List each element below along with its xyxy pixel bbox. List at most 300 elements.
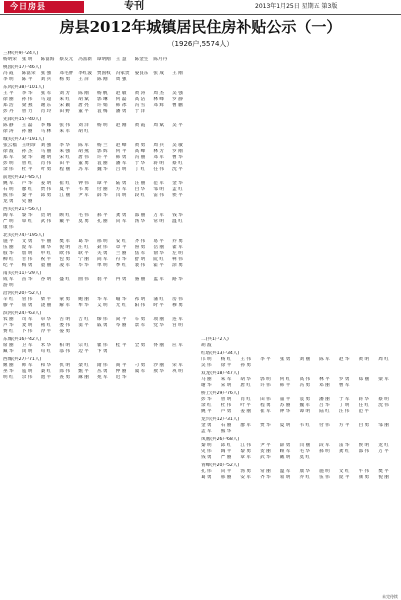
- recipient-name: 柏 明: [59, 343, 71, 348]
- recipient-name: 敖 华: [153, 369, 165, 374]
- recipient-name: 明 红: [3, 375, 14, 380]
- recipient-name: 江 丽: [59, 193, 71, 198]
- recipient-name: 常 丽: [260, 469, 271, 474]
- recipient-name: 段 军: [319, 443, 330, 448]
- header-rule: [0, 14, 401, 15]
- recipient-name: 金 勇: [201, 423, 212, 428]
- recipient-name: 杨 勇: [59, 77, 71, 82]
- recipient-name: 祁 明: [134, 297, 146, 302]
- recipient-name: 冯富新: [78, 57, 92, 62]
- recipient-name: 林 芳: [153, 149, 165, 154]
- recipient-name: 毛 华: [299, 449, 311, 454]
- recipient-name: 葛 华: [78, 239, 89, 244]
- recipient-name: 刁 勇: [134, 363, 146, 368]
- recipient-name: 蒋 华: [358, 397, 370, 402]
- recipient-name: 晏 勇: [59, 329, 71, 334]
- recipient-name: 张 成: [153, 71, 165, 76]
- recipient-name: 栾 红: [78, 363, 89, 368]
- recipient-name: 许 伟: [260, 383, 271, 388]
- recipient-name: 熊 伟: [3, 193, 14, 198]
- recipient-name: 谢 华: [201, 383, 212, 388]
- recipient-name: 朱 强: [59, 149, 71, 154]
- recipient-name: 向 平: [220, 469, 232, 474]
- recipient-name: 郎 伟: [59, 369, 71, 374]
- recipient-name: 于 军: [338, 397, 350, 402]
- recipient-name: 姜 丽: [240, 409, 252, 414]
- recipient-name: 葛 勇: [201, 475, 212, 480]
- recipient-name: 秦 明: [201, 443, 212, 448]
- recipient-name: 赵 敏: [115, 91, 127, 96]
- recipient-name: 颜 华: [40, 245, 52, 250]
- recipient-name: 朱 军: [220, 377, 232, 382]
- recipient-name: 岳 丽: [153, 245, 165, 250]
- recipient-name: 谭 明: [299, 409, 311, 414]
- recipient-name: 杨 兰: [96, 143, 108, 148]
- recipient-name: 任 伟: [153, 167, 165, 172]
- recipient-name: 戴 明: [279, 455, 291, 460]
- recipient-name: 周 斌: [153, 123, 165, 128]
- recipient-name: 岑 丽: [115, 323, 127, 328]
- community-heading: 桃园(共17户46人): [3, 65, 42, 70]
- community-section: [3, 337, 191, 355]
- recipient-name: 安 红: [115, 239, 127, 244]
- recipient-name: 庞 军: [21, 245, 33, 250]
- recipient-name: 尹 军: [78, 193, 89, 198]
- recipient-name: 钱 华: [172, 213, 183, 218]
- recipient-name: 盛 红: [59, 277, 71, 282]
- name-list: [3, 239, 191, 269]
- community-heading: 西城(共27户71人): [3, 357, 42, 362]
- recipient-name: 张 伟: [59, 123, 71, 128]
- recipient-name: 吴 强: [172, 91, 183, 96]
- community-section: [3, 51, 191, 63]
- community-heading: 凤凰(共26户68人): [201, 437, 240, 442]
- recipient-name: 韩 勇: [115, 155, 127, 160]
- recipient-name: 白 华: [134, 187, 146, 192]
- recipient-name: 吉 红: [78, 317, 89, 322]
- recipient-name: 马 丽: [201, 377, 212, 382]
- recipient-name: 彭 丹: [3, 109, 14, 114]
- recipient-name: 汤 华: [134, 219, 146, 224]
- recipient-name: 连 军: [172, 317, 183, 322]
- recipient-name: 唐 红: [240, 383, 252, 388]
- recipient-name: 仇 明: [59, 363, 71, 368]
- recipient-name: 全 勇: [134, 343, 146, 348]
- recipient-name: 张 军: [40, 91, 52, 96]
- recipient-name: 符 华: [115, 257, 127, 262]
- community-section: [3, 117, 191, 135]
- recipient-name: 聂 伟: [96, 245, 108, 250]
- recipient-name: 许 平: [96, 155, 108, 160]
- recipient-name: 鲁 勇: [134, 245, 146, 250]
- recipient-name: 顾 军: [279, 449, 291, 454]
- recipient-name: 龚 红: [338, 449, 350, 454]
- recipient-name: 吴 伟: [201, 363, 212, 368]
- recipient-name: 黄 勇: [134, 143, 146, 148]
- recipient-name: 戚 勇: [96, 323, 108, 328]
- recipient-name: 娄 伟: [59, 323, 71, 328]
- community-section: [201, 371, 398, 389]
- recipient-name: 甄 平: [78, 369, 89, 374]
- recipient-name: 龙 红: [378, 443, 389, 448]
- recipient-name: 庄 红: [78, 245, 89, 250]
- recipient-name: 巩 明: [172, 369, 183, 374]
- recipient-name: 雷 伟: [153, 193, 165, 198]
- recipient-name: 马 超: [40, 97, 52, 102]
- name-list: [3, 123, 191, 135]
- recipient-name: 邝 明: [201, 357, 212, 362]
- recipient-name: 王 伟: [240, 357, 252, 362]
- community-heading: 沿河(共20户52人): [3, 291, 42, 296]
- recipient-name: 樊 军: [59, 239, 71, 244]
- recipient-name: 陈 刚: [78, 91, 89, 96]
- recipient-name: 张 强: [40, 71, 52, 76]
- recipient-name: 曾 红: [21, 161, 33, 166]
- recipient-name: 龚 勇: [115, 213, 127, 218]
- recipient-name: 潘 勇: [115, 109, 127, 114]
- recipient-name: 苏 丽: [279, 403, 291, 408]
- recipient-name: 林 平: [319, 377, 330, 382]
- recipient-name: 石 明: [3, 187, 14, 192]
- recipient-name: 严 明: [3, 219, 14, 224]
- recipient-name: 黄 涛: [134, 91, 146, 96]
- recipient-name: 罗 刚: [172, 149, 183, 154]
- recipient-name: 阮 红: [153, 257, 165, 262]
- recipient-name: 杜 平: [21, 167, 33, 172]
- recipient-name: 潘 军: [115, 161, 127, 166]
- recipient-name: 翟 军: [172, 245, 183, 250]
- recipient-name: 马 林: [40, 129, 52, 134]
- recipient-name: 费 红: [3, 329, 14, 334]
- recipient-name: 黄 霞: [134, 123, 146, 128]
- page-subtitle: （1926户,5574人）: [167, 40, 234, 48]
- recipient-name: 滕 平: [3, 303, 14, 308]
- recipient-name: 申 红: [40, 251, 52, 256]
- recipient-name: 甘 伟: [21, 257, 33, 262]
- recipient-name: 程 丽: [59, 167, 71, 172]
- recipient-name: 包 勇: [59, 257, 71, 262]
- recipient-name: 何 磊: [115, 97, 127, 102]
- recipient-name: 宋 颖: [59, 103, 71, 108]
- recipient-name: 龙 勇: [3, 199, 14, 204]
- recipient-name: 冯 勇: [299, 383, 311, 388]
- community-heading: 龙兴(共12户31人): [201, 417, 240, 422]
- recipient-name: 宋 明: [220, 383, 232, 388]
- recipient-name: 和 华: [40, 363, 52, 368]
- recipient-name: 贺 丽: [260, 449, 271, 454]
- recipient-name: 杨 红: [220, 357, 232, 362]
- recipient-name: 沈 平: [172, 167, 183, 172]
- recipient-name: 胡 燕: [78, 149, 89, 154]
- recipient-name: 肖 红: [240, 397, 252, 402]
- recipient-name: 田 野: [59, 109, 71, 114]
- recipient-name: 景 军: [134, 323, 146, 328]
- notice-body: [3, 51, 398, 594]
- recipient-name: 丁 明: [338, 403, 350, 408]
- recipient-name: 舒 明: [134, 257, 146, 262]
- community-heading: 滨河(共24户63人): [3, 311, 42, 316]
- recipient-name: 田 平: [59, 161, 71, 166]
- recipient-name: 裴 伟: [134, 263, 146, 268]
- recipient-name: 屈 勇: [21, 303, 33, 308]
- recipient-name: 段 红: [134, 193, 146, 198]
- recipient-name: 魏 军: [299, 403, 311, 408]
- recipient-name: 商 平: [115, 363, 127, 368]
- community-section: [201, 337, 398, 349]
- issue-info: 2013年1月25日 星期五 第3版: [255, 3, 338, 10]
- recipient-name: 叶 勇: [40, 167, 52, 172]
- recipient-name: 邬 伟: [59, 349, 71, 354]
- recipient-name: 罗 勇: [338, 377, 350, 382]
- recipient-name: 黄 明: [358, 357, 370, 362]
- recipient-name: 高 伟: [299, 377, 311, 382]
- recipient-name: 韦 勇: [78, 187, 89, 192]
- recipient-name: 李红波: [78, 71, 92, 76]
- recipient-name: 彭 华: [201, 397, 212, 402]
- community-section: [3, 271, 191, 289]
- recipient-name: 向 军: [115, 219, 127, 224]
- recipient-name: 梁 燕: [21, 103, 33, 108]
- recipient-name: 米 华: [40, 343, 52, 348]
- recipient-name: 冯家贵: [115, 71, 130, 76]
- recipient-name: 郝 明: [319, 449, 330, 454]
- recipient-name: 简 平: [115, 317, 127, 322]
- recipient-name: 钱 勇: [201, 455, 212, 460]
- recipient-name: 李 明: [3, 77, 14, 82]
- recipient-name: 丁 红: [134, 167, 146, 172]
- recipient-name: 寇 明: [21, 369, 33, 374]
- recipient-name: 熊 华: [220, 429, 232, 434]
- recipient-name: 项 丽: [153, 317, 165, 322]
- recipient-name: 柯 伟: [172, 257, 183, 262]
- recipient-name: 蔡 红: [172, 161, 183, 166]
- recipient-name: 霍 平: [153, 263, 165, 268]
- recipient-name: 季 红: [115, 263, 127, 268]
- recipient-name: 师 军: [21, 363, 33, 368]
- recipient-name: 胡 华: [240, 377, 252, 382]
- recipient-name: 耿 平: [78, 251, 89, 256]
- recipient-name: 黎 勇: [240, 449, 252, 454]
- recipient-name: 伍 丽: [3, 245, 14, 250]
- recipient-name: 曹 华: [172, 155, 183, 160]
- recipient-name: 董 平: [78, 109, 89, 114]
- recipient-name: 华 军: [96, 297, 108, 302]
- recipient-name: 宋 红: [59, 155, 71, 160]
- recipient-name: 郑 浩: [3, 103, 14, 108]
- recipient-name: 孔 伟: [201, 469, 212, 474]
- recipient-name: 蒋 明: [153, 161, 165, 166]
- recipient-name: 汤 勇: [240, 469, 252, 474]
- name-list: [201, 343, 398, 349]
- recipient-name: 王 刚: [172, 71, 183, 76]
- recipient-name: 查 勇: [59, 375, 71, 380]
- recipient-name: 谭明刚: [96, 57, 111, 62]
- recipient-name: 缪 伟: [96, 317, 108, 322]
- recipient-name: 虞 军: [134, 369, 146, 374]
- recipient-name: 钟 华: [279, 409, 291, 414]
- recipient-name: 潘 丽: [319, 397, 330, 402]
- recipient-name: 刘 兵: [40, 77, 52, 82]
- recipient-name: 崔 红: [59, 181, 71, 186]
- recipient-name: 冯 丽: [134, 155, 146, 160]
- recipient-name: 杨 帆: [96, 91, 108, 96]
- recipient-name: 廖 红: [21, 187, 33, 192]
- recipient-name: 冯 雪: [134, 103, 146, 108]
- recipient-name: 武 伟: [40, 219, 52, 224]
- community-section: [3, 137, 191, 173]
- recipient-name: 凌 军: [59, 263, 71, 268]
- recipient-name: 房 伟: [172, 297, 183, 302]
- recipient-name: 方 军: [115, 187, 127, 192]
- name-list: [3, 317, 191, 335]
- recipient-name: 付 伟: [319, 423, 330, 428]
- recipient-name: 朱 军: [59, 129, 71, 134]
- recipient-name: 孔 丽: [96, 219, 108, 224]
- recipient-name: 冯 霞: [3, 71, 14, 76]
- recipient-name: 邓 丽: [319, 383, 330, 388]
- recipient-name: 安 军: [240, 475, 252, 480]
- recipient-name: 曾 明: [220, 397, 232, 402]
- recipient-name: 邵 伟: [358, 449, 370, 454]
- recipient-name: 万 军: [153, 213, 165, 218]
- community-heading: 三林(共9户24人): [3, 51, 39, 56]
- recipient-name: 单 明: [96, 263, 108, 268]
- recipient-name: 汪 丽: [134, 181, 146, 186]
- recipient-name: 温 军: [279, 469, 291, 474]
- recipient-name: 王明珍: [21, 143, 36, 148]
- recipient-name: 沙 丽: [153, 363, 165, 368]
- community-section: [201, 351, 398, 369]
- recipient-name: 褚 红: [40, 323, 52, 328]
- recipient-name: 管 伟: [21, 297, 33, 302]
- recipient-name: 田 伟: [260, 397, 271, 402]
- recipient-name: 康 华: [299, 469, 311, 474]
- recipient-name: 严 丽: [220, 455, 232, 460]
- recipient-name: 苟 红: [40, 349, 52, 354]
- page-header: [0, 0, 401, 14]
- recipient-name: 吴 平: [172, 123, 183, 128]
- recipient-name: 冉 勇: [115, 277, 127, 282]
- community-heading: 城关(共73户191人): [3, 137, 45, 142]
- community-heading: 双龙(共18户47人): [201, 371, 240, 376]
- recipient-name: 史 丽: [21, 199, 33, 204]
- recipient-name: 边 平: [78, 349, 89, 354]
- community-section: [3, 311, 191, 335]
- recipient-name: 宫 明: [172, 323, 183, 328]
- recipient-name: 张 勇: [279, 357, 291, 362]
- community-section: [201, 391, 398, 415]
- recipient-name: 王 磊: [21, 123, 33, 128]
- recipient-name: 薛 勇: [279, 443, 291, 448]
- recipient-name: 林 峰: [153, 97, 165, 102]
- recipient-name: 牛 丽: [40, 239, 52, 244]
- name-list: [3, 297, 191, 309]
- recipient-name: 贾 华: [260, 423, 271, 428]
- name-list: [201, 357, 398, 369]
- recipient-name: 孙 勇: [240, 363, 252, 368]
- recipient-name: 徐 波: [3, 149, 14, 154]
- recipient-name: 陶 平: [220, 449, 232, 454]
- community-heading: 桥上(共29户76人): [201, 391, 240, 396]
- recipient-name: 杨明荣: [3, 57, 17, 62]
- name-list: [3, 143, 191, 173]
- recipient-name: 翁 平: [96, 277, 108, 282]
- recipient-name: 吴 敏: [172, 143, 183, 148]
- recipient-name: 周 兵: [153, 143, 165, 148]
- recipient-name: 陈 军: [78, 143, 89, 148]
- recipient-name: 秦 平: [21, 193, 33, 198]
- recipient-name: 孙 杰: [21, 149, 33, 154]
- recipient-name: 詹 明: [21, 251, 33, 256]
- recipient-name: 乔 勇: [172, 239, 183, 244]
- recipient-name: 焦 军: [134, 251, 146, 256]
- recipient-name: 张云福: [3, 143, 17, 148]
- recipient-name: 余 伟: [3, 167, 14, 172]
- recipient-name: 晏良东: [134, 71, 149, 76]
- recipient-name: 武 华: [260, 455, 271, 460]
- recipient-name: 宁 丽: [78, 257, 89, 262]
- recipient-name: 何 红: [279, 377, 291, 382]
- recipient-name: 贾 伟: [40, 187, 52, 192]
- recipient-name: 蓝 军: [153, 277, 165, 282]
- recipient-name: 尤 红: [115, 303, 127, 308]
- recipient-name: 江 伟: [240, 443, 252, 448]
- recipient-name: 邹 明: [153, 187, 165, 192]
- recipient-name: 刘 洋: [78, 123, 89, 128]
- name-list: [3, 343, 191, 355]
- recipient-name: 齐 华: [260, 475, 271, 480]
- recipient-name: 陆 红: [319, 409, 330, 414]
- recipient-name: 袁 梅: [96, 109, 108, 114]
- recipient-name: 谢 明: [40, 155, 52, 160]
- recipient-name: 卜 伟: [21, 329, 33, 334]
- community-section: [3, 175, 191, 205]
- section-label: 专刊: [124, 1, 144, 12]
- recipient-name: 郭 琳: [96, 97, 108, 102]
- name-list: [3, 213, 191, 231]
- recipient-name: 汪 伟: [338, 409, 350, 414]
- recipient-name: 许 娟: [96, 103, 108, 108]
- recipient-name: 饶 丽: [40, 303, 52, 308]
- recipient-name: 蒲 红: [153, 297, 165, 302]
- recipient-name: 席 丽: [3, 343, 14, 348]
- recipient-name: 曾 力: [21, 109, 33, 114]
- name-list: [201, 377, 398, 389]
- recipient-name: 应 军: [172, 343, 183, 348]
- recipient-name: 冷 平: [40, 329, 52, 334]
- recipient-name: 唐 伟: [78, 155, 89, 160]
- recipient-name: 李 娜: [40, 123, 52, 128]
- name-list: [3, 277, 191, 289]
- recipient-name: 马 丽: [40, 149, 52, 154]
- recipient-name: 苑 军: [96, 375, 108, 380]
- recipient-name: 邵 丽: [134, 213, 146, 218]
- recipient-name: 左 明: [172, 251, 183, 256]
- community-section: [201, 437, 398, 461]
- recipient-name: 周 红: [378, 357, 389, 362]
- recipient-name: 关 勇: [96, 251, 108, 256]
- recipient-name: 桑 红: [40, 369, 52, 374]
- recipient-name: 齐 伟: [134, 239, 146, 244]
- recipient-name: 杨 明: [96, 123, 108, 128]
- recipient-name: 曹 军: [338, 383, 350, 388]
- community-heading: 北关(共74户195人): [3, 233, 45, 238]
- recipient-name: 高 峰: [134, 149, 146, 154]
- recipient-name: 何 平: [115, 149, 127, 154]
- recipient-name: 崔 军: [260, 409, 271, 414]
- recipient-name: 文 勇: [21, 239, 33, 244]
- recipient-name: 艾 明: [96, 303, 108, 308]
